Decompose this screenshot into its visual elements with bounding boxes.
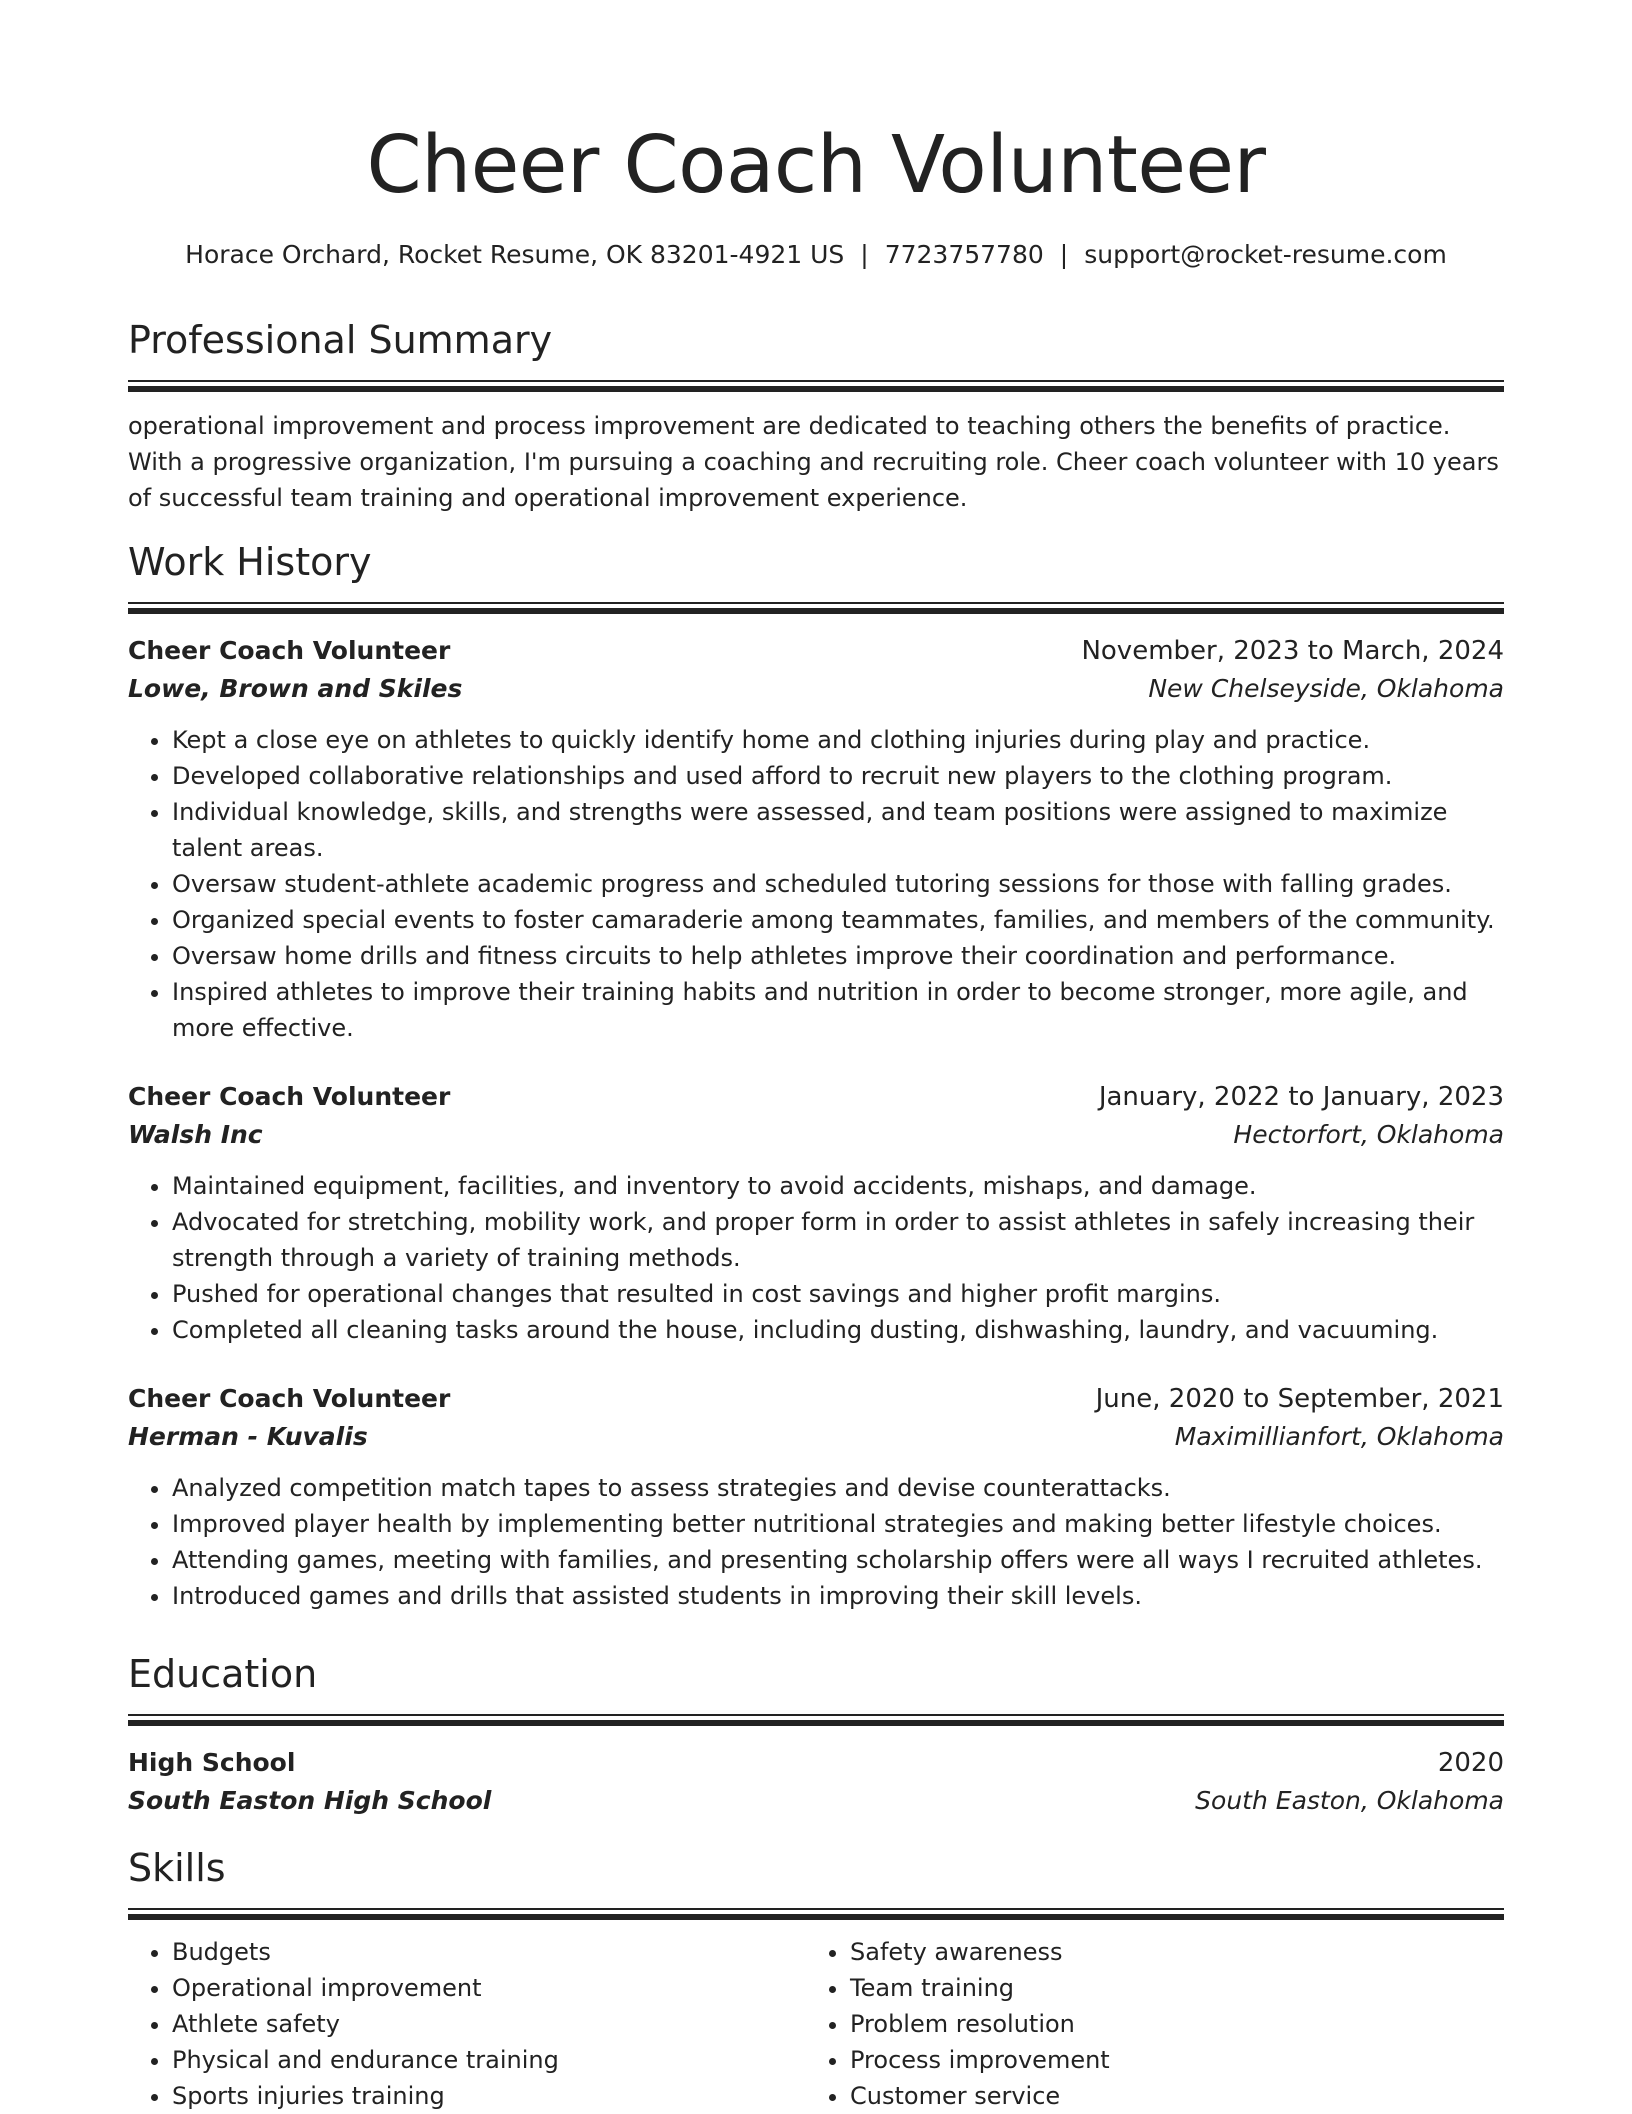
job-location: New Chelseyside, Oklahoma bbox=[1148, 673, 1504, 703]
job-dates: June, 2020 to September, 2021 bbox=[1095, 1383, 1504, 1414]
job-company: Lowe, Brown and Skiles bbox=[128, 673, 463, 703]
section-rule bbox=[128, 602, 1504, 604]
section-rule bbox=[128, 1914, 1504, 1920]
job-company: Walsh Inc bbox=[128, 1119, 263, 1149]
education-location: South Easton, Oklahoma bbox=[1195, 1785, 1504, 1815]
list-item: • Pushed for operational changes that resulted in cost savings and higher profit margins. bbox=[172, 1276, 1504, 1312]
list-item: • Attending games, meeting with families, and presenting scholarship offers were all ways I recruited athletes. bbox=[172, 1542, 1504, 1578]
job-location: Maximillianfort, Oklahoma bbox=[1174, 1421, 1504, 1451]
skill-item: • Safety awareness bbox=[850, 1934, 1484, 1970]
education-year: 2020 bbox=[1437, 1747, 1504, 1778]
list-item: • Individual knowledge, skills, and strengths were assessed, and team positions were assigned to maximize talent areas. bbox=[172, 794, 1504, 866]
list-item: • Maintained equipment, facilities, and inventory to avoid accidents, mishaps, and damage. bbox=[172, 1168, 1504, 1204]
skills-grid bbox=[128, 1934, 1504, 2114]
education-section bbox=[128, 1652, 1504, 1820]
education-entry bbox=[128, 1744, 1504, 1820]
section-rule bbox=[128, 1720, 1504, 1726]
education-degree: High School bbox=[128, 1747, 296, 1777]
list-item: • Improved player health by implementing better nutritional strategies and making better lifestyle choices. bbox=[172, 1506, 1504, 1542]
job-location: Hectorfort, Oklahoma bbox=[1233, 1119, 1504, 1149]
job-dates: November, 2023 to March, 2024 bbox=[1081, 635, 1504, 666]
work-history-section bbox=[128, 540, 1504, 1614]
job-entry bbox=[128, 632, 1504, 1046]
job-entry bbox=[128, 1078, 1504, 1348]
list-item: • Developed collaborative relationships and used afford to recruit new players to the clothing program. bbox=[172, 758, 1504, 794]
resume-title: Cheer Coach Volunteer bbox=[366, 119, 1266, 211]
contact-address: Horace Orchard, Rocket Resume, OK 83201-4921 US bbox=[185, 240, 845, 269]
skill-item: • Physical and endurance training bbox=[172, 2042, 806, 2078]
job-title: Cheer Coach Volunteer bbox=[128, 635, 451, 665]
list-item: • Oversaw home drills and fitness circuits to help athletes improve their coordination and performance. bbox=[172, 938, 1504, 974]
list-item: • Completed all cleaning tasks around the house, including dusting, dishwashing, laundry, and vacuuming. bbox=[172, 1312, 1504, 1348]
summary-section bbox=[128, 318, 1504, 516]
section-rule bbox=[128, 608, 1504, 614]
contact-email: support@rocket-resume.com bbox=[1084, 240, 1447, 269]
contact-line bbox=[128, 239, 1504, 272]
list-item: • Advocated for stretching, mobility work, and proper form in order to assist athletes in safely increasing their strength through a variety of training methods. bbox=[172, 1204, 1504, 1276]
skills-section bbox=[128, 1846, 1504, 2114]
job-company: Herman - Kuvalis bbox=[128, 1421, 368, 1451]
list-item: • Analyzed competition match tapes to assess strategies and devise counterattacks. bbox=[172, 1470, 1504, 1506]
skill-item: • Sports injuries training bbox=[172, 2078, 806, 2114]
skills-column-right bbox=[806, 1934, 1484, 2114]
skill-item: • Team training bbox=[850, 1970, 1484, 2006]
contact-separator: | bbox=[860, 240, 869, 269]
job-title: Cheer Coach Volunteer bbox=[128, 1383, 451, 1413]
list-item: • Oversaw student-athlete academic progress and scheduled tutoring sessions for those with falling grades. bbox=[172, 866, 1504, 902]
skill-item: • Customer service bbox=[850, 2078, 1484, 2114]
education-school: South Easton High School bbox=[128, 1785, 492, 1815]
skill-item: • Problem resolution bbox=[850, 2006, 1484, 2042]
skill-item: • Process improvement bbox=[850, 2042, 1484, 2078]
summary-text: operational improvement and process improvement are dedicated to teaching others the benefits of practice. With a progressive organization, I'm pursuing a coaching and recruiting role. Cheer coach volunteer with 10 years of successful team training and operational improvement experience. bbox=[128, 411, 1499, 512]
job-dates: January, 2022 to January, 2023 bbox=[1098, 1081, 1504, 1112]
job-entry bbox=[128, 1380, 1504, 1614]
skill-item: • Operational improvement bbox=[172, 1970, 806, 2006]
section-rule bbox=[128, 380, 1504, 382]
skill-item: • Budgets bbox=[172, 1934, 806, 1970]
section-heading: Professional Summary bbox=[128, 318, 553, 362]
list-item: • Kept a close eye on athletes to quickly identify home and clothing injuries during play and practice. bbox=[172, 722, 1504, 758]
contact-phone: 7723757780 bbox=[884, 240, 1044, 269]
job-bullets bbox=[128, 1470, 1504, 1614]
list-item: • Organized special events to foster camaraderie among teammates, families, and members of the community. bbox=[172, 902, 1504, 938]
skills-column-left bbox=[128, 1934, 806, 2114]
section-rule bbox=[128, 386, 1504, 392]
job-bullets bbox=[128, 722, 1504, 1046]
skill-item: • Athlete safety bbox=[172, 2006, 806, 2042]
section-heading: Work History bbox=[128, 540, 372, 584]
section-heading: Education bbox=[128, 1652, 318, 1696]
section-rule bbox=[128, 1908, 1504, 1910]
job-bullets bbox=[128, 1168, 1504, 1348]
contact-separator: | bbox=[1059, 240, 1069, 269]
job-title: Cheer Coach Volunteer bbox=[128, 1081, 451, 1111]
list-item: • Inspired athletes to improve their training habits and nutrition in order to become stronger, more agile, and more effective. bbox=[172, 974, 1504, 1046]
section-rule bbox=[128, 1714, 1504, 1716]
section-heading: Skills bbox=[128, 1846, 226, 1890]
list-item: • Introduced games and drills that assisted students in improving their skill levels. bbox=[172, 1578, 1504, 1614]
